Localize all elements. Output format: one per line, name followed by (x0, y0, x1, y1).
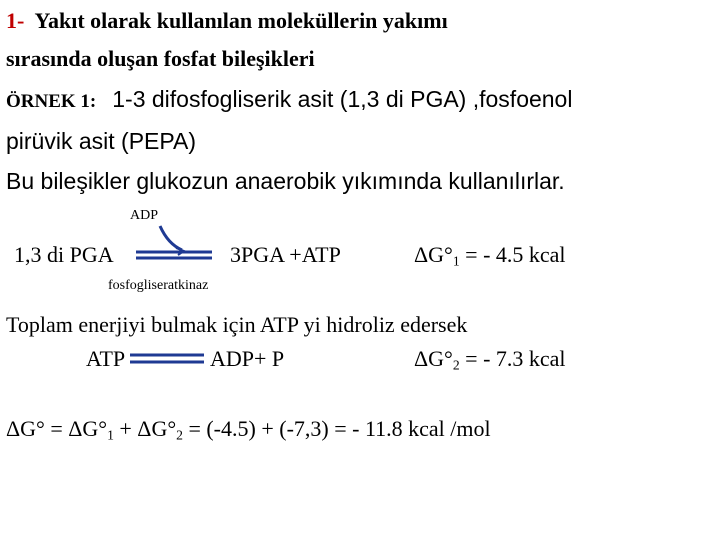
example-text-3: Bu bileşikler glukozun anaerobik yıkımında kullanılırlar. (6, 168, 565, 194)
total-part-2: + ΔG° (113, 416, 177, 441)
hydrolysis-dg-value: = - 7.3 kcal (459, 346, 566, 371)
title-line-1 (6, 8, 448, 34)
reaction1-reactant: 1,3 di PGA (14, 242, 114, 267)
example-line-2 (6, 128, 196, 155)
hydrolysis-dg-sub: 2 (452, 357, 460, 373)
hydrolysis-product: ADP+ P (210, 346, 285, 371)
reaction1-arrow (130, 222, 220, 272)
title-text-2: sırasında oluşan fosfat bileşikleri (6, 46, 315, 71)
reaction1-enzyme: fosfogliseratkinaz (108, 278, 209, 293)
title-number: 1- (6, 8, 25, 33)
hydrolysis-delta-g (414, 346, 566, 372)
hydrolysis-dg-symbol: ΔG° (414, 346, 453, 371)
hydrolysis-reactant: ATP (86, 346, 126, 371)
reaction1-cofactor: ADP (130, 208, 159, 223)
title-line-2 (6, 46, 315, 72)
example-label: ÖRNEK 1: (6, 91, 97, 112)
total-part-3: = (-4.5) + (-7,3) = - 11.8 kcal /mol (182, 416, 491, 441)
hydrolysis-arrow (128, 350, 208, 370)
reaction1-delta-g (414, 242, 566, 268)
title-text-1: Yakıt olarak kullanılan moleküllerin yakımı (34, 8, 448, 33)
example-text-1: 1-3 difosfogliserik asit (1,3 di PGA) ,fosfoenol (112, 86, 573, 112)
example-text-2: pirüvik asit (PEPA) (6, 128, 197, 154)
hydrolysis-intro: Toplam enerjiyi bulmak için ATP yi hidroliz edersek (6, 312, 468, 337)
total-equation (6, 416, 491, 442)
total-sub-1: 1 (107, 427, 114, 443)
example-line-3 (6, 168, 565, 195)
reaction1-product: 3PGA +ATP (230, 242, 341, 267)
reaction1-dg-value: = - 4.5 kcal (459, 242, 566, 267)
reaction1-dg-sub: 1 (452, 253, 460, 269)
reaction1-dg-symbol: ΔG° (414, 242, 453, 267)
total-sub-2: 2 (176, 427, 183, 443)
example-line-1 (6, 86, 572, 113)
total-part-1: ΔG° = ΔG° (6, 416, 108, 441)
